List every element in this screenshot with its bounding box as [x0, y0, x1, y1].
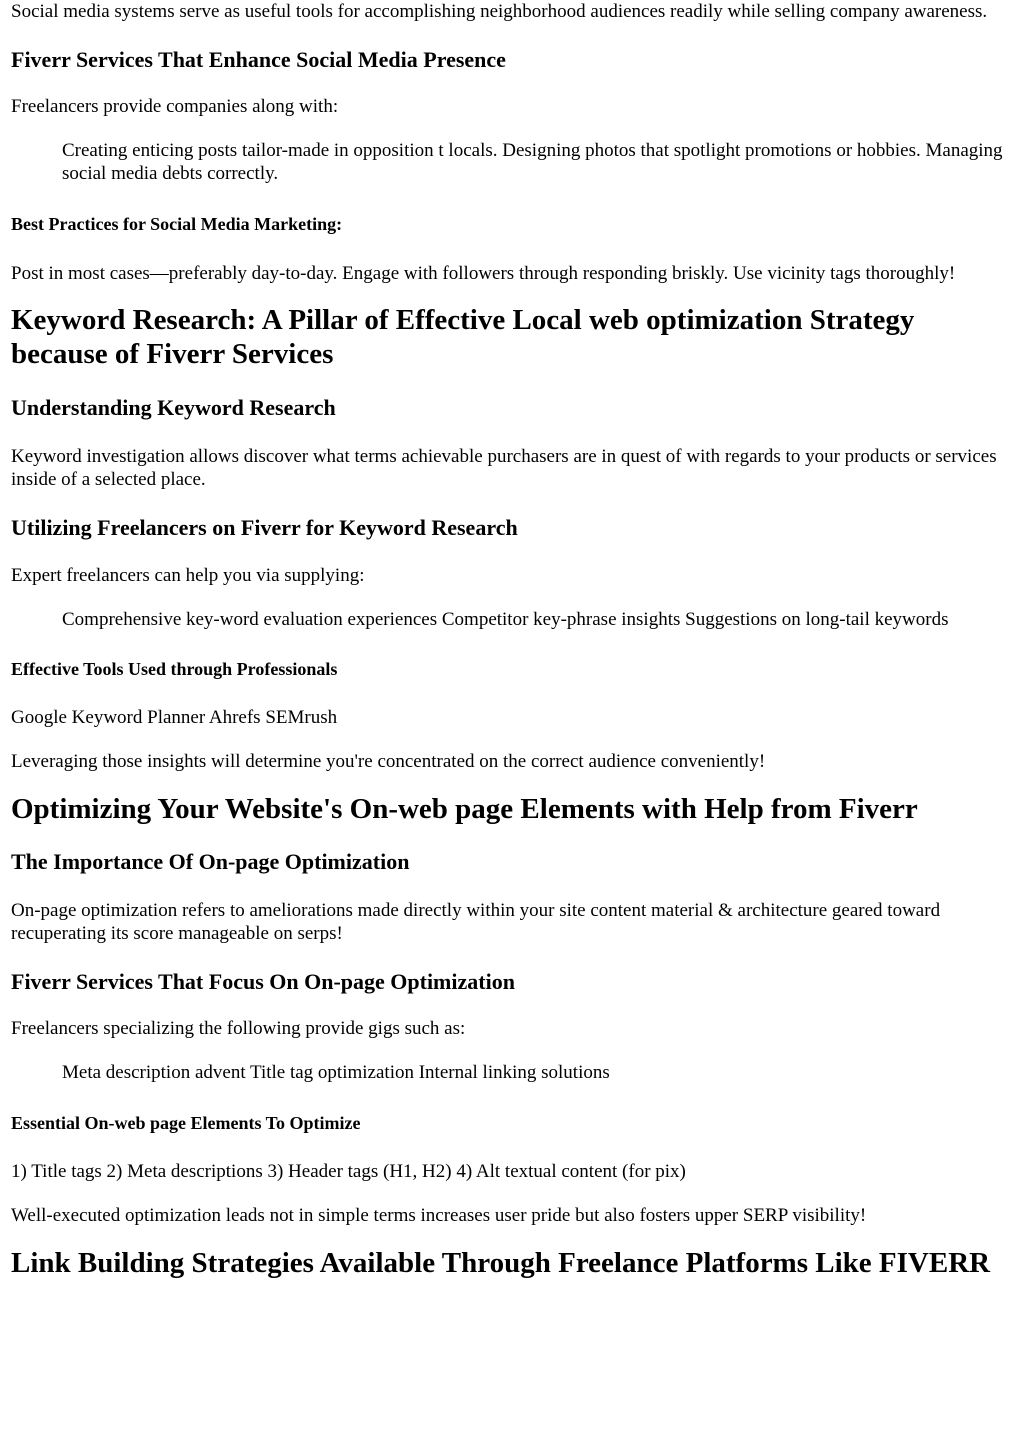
heading-on-page-elements: Optimizing Your Website's On-web page Elements with Help from Fiverr [11, 793, 918, 825]
heading-best-practices: Best Practices for Social Media Marketing: [11, 214, 343, 234]
paragraph-best-practices: Post in most cases—preferably day-to-day. Engage with followers through responding briskly. Use vicinity tags thoroughly! [11, 263, 956, 284]
paragraph-expert-freelancers: Expert freelancers can help you via supplying: [11, 565, 365, 586]
paragraph-keyword-investigation: Keyword investigation allows discover what terms achievable purchasers are in quest of with regards to your products or services inside of a selected place. [11, 446, 997, 490]
paragraph-freelancers-provide: Freelancers provide companies along with: [11, 96, 339, 117]
heading-utilizing-freelancers: Utilizing Freelancers on Fiverr for Keyword Research [11, 515, 518, 540]
heading-link-building: Link Building Strategies Available Through Freelance Platforms Like FIVERR [11, 1247, 991, 1279]
paragraph-tools-list: Google Keyword Planner Ahrefs SEMrush [11, 707, 338, 728]
blockquote-social-services: Creating enticing posts tailor-made in opposition t locals. Designing photos that spotlight promotions or hobbies. Managing social media debts correctly. [62, 140, 1003, 184]
paragraph-well-executed: Well-executed optimization leads not in simple terms increases user pride but also fosters upper SERP visibility! [11, 1205, 867, 1226]
paragraph-leveraging-insights: Leveraging those insights will determine you're concentrated on the correct audience conveniently! [11, 751, 766, 772]
heading-importance-on-page: The Importance Of On-page Optimization [11, 849, 410, 874]
blockquote-on-page-gigs: Meta description advent Title tag optimization Internal linking solutions [62, 1062, 610, 1083]
heading-keyword-research: Keyword Research: A Pillar of Effective Local web optimization Strategy because of Fiverr Services [11, 304, 915, 370]
heading-fiverr-on-page-services: Fiverr Services That Focus On On-page Optimization [11, 969, 515, 994]
heading-effective-tools: Effective Tools Used through Professionals [11, 659, 338, 679]
paragraph-on-page-definition: On-page optimization refers to ameliorations made directly within your site content material & architecture geared toward recuperating its score manageable on serps! [11, 900, 941, 944]
paragraph-social-media-intro: Social media systems serve as useful tools for accomplishing neighborhood audiences readily while selling company awareness. [11, 1, 988, 22]
heading-understanding-keyword: Understanding Keyword Research [11, 395, 336, 420]
paragraph-elements-list: 1) Title tags 2) Meta descriptions 3) Header tags (H1, H2) 4) Alt textual content (for pix) [11, 1161, 686, 1182]
heading-fiverr-social-services: Fiverr Services That Enhance Social Media Presence [11, 47, 506, 72]
heading-essential-elements: Essential On-web page Elements To Optimize [11, 1113, 361, 1133]
paragraph-freelancers-gigs: Freelancers specializing the following provide gigs such as: [11, 1018, 466, 1039]
blockquote-keyword-services: Comprehensive key-word evaluation experiences Competitor key-phrase insights Suggestions on long-tail keywords [62, 609, 949, 630]
